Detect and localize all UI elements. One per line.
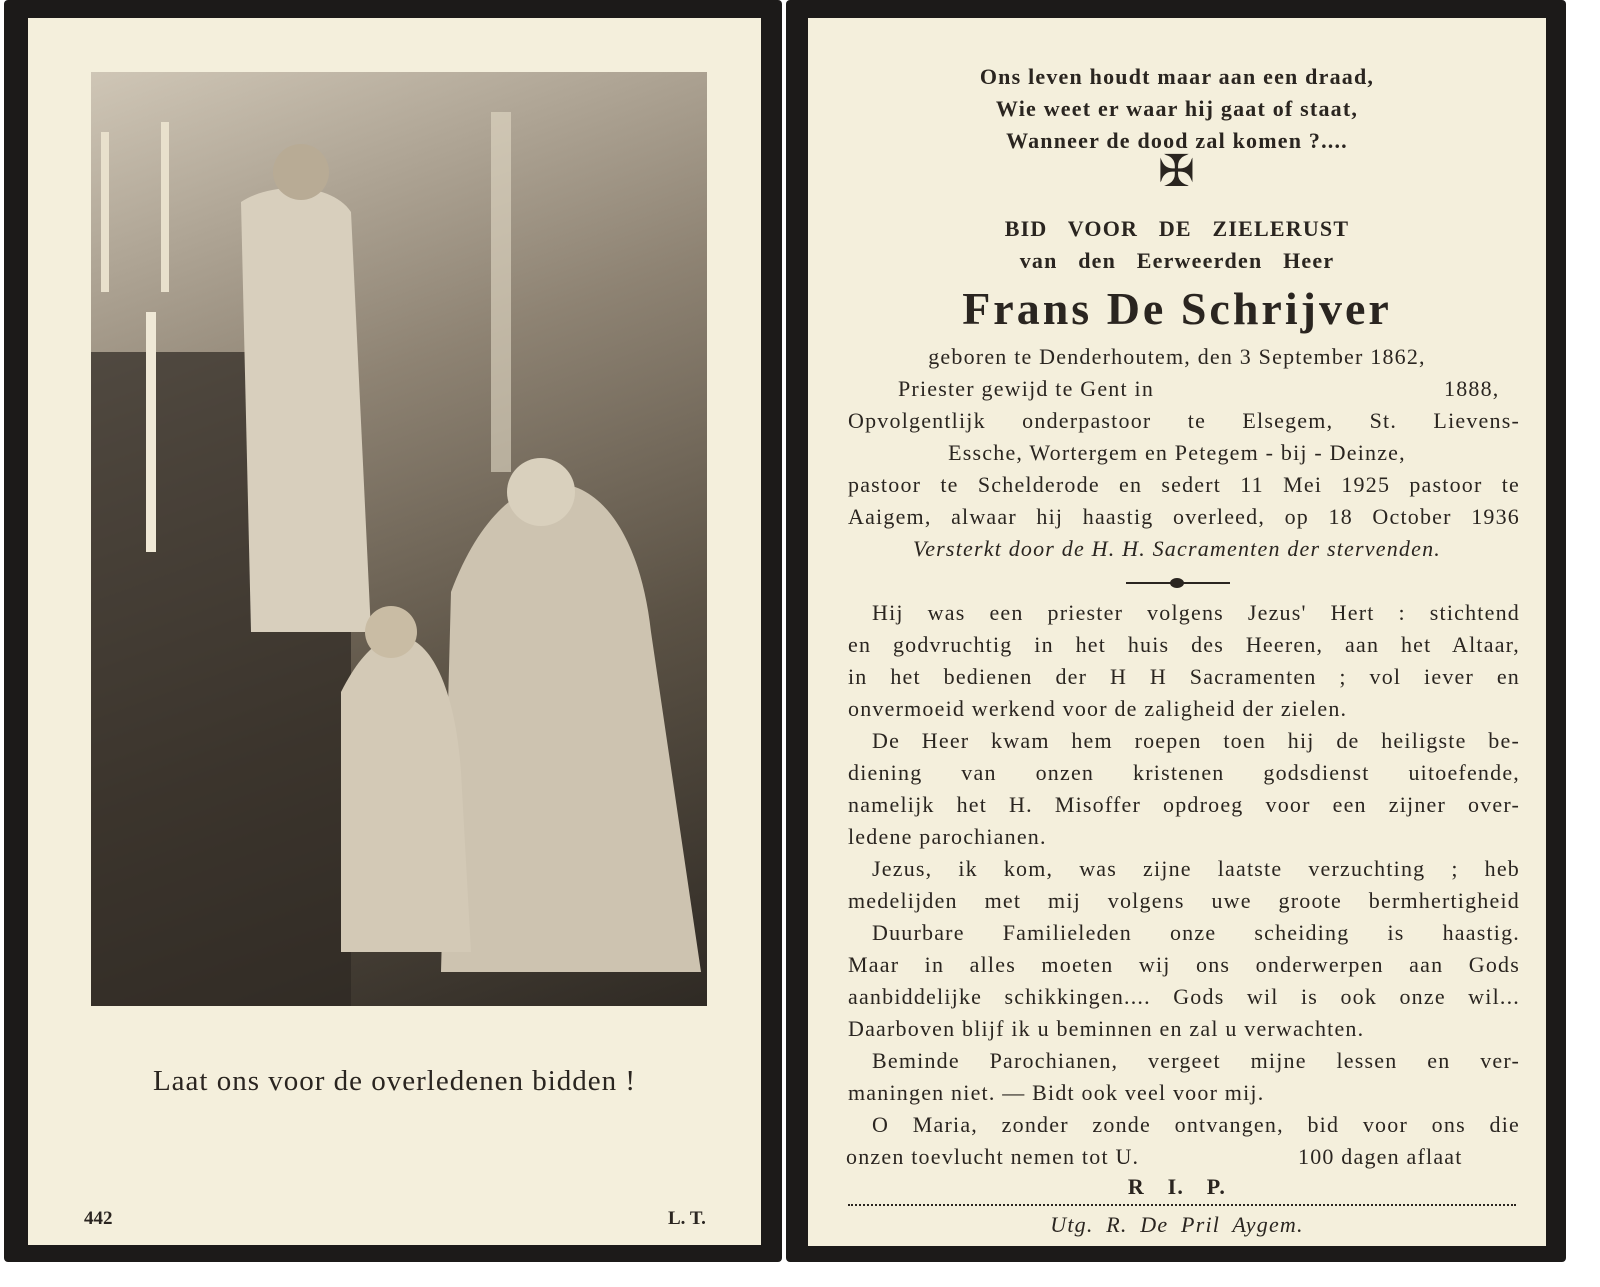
memorial-card-back [786, 0, 1566, 1262]
bio-line: Opvolgentlijk onderpastoor te Elsegem, St. Lievens- [848, 408, 1520, 433]
ornamental-divider [1126, 582, 1230, 584]
verse-line: Wanneer de dood zal komen ?.... [1006, 128, 1348, 153]
body-line: in het bedienen der H H Sacramenten ; vol iever en [848, 664, 1520, 689]
body-line: Jezus, ik kom, was zijne laatste verzuchting ; heb [872, 856, 1520, 881]
devotional-illustration [91, 72, 707, 1006]
card-caption: Laat ons voor de overledenen bidden ! [152, 1065, 637, 1097]
card-initials: L. T. [668, 1208, 706, 1229]
body-line: en godvruchtig in het huis des Heeren, aan het Altaar, [848, 632, 1520, 657]
verse-line: Wie weet er waar hij gaat of staat, [995, 96, 1359, 121]
body-line: Daarboven blijf ik u beminnen en zal u verwachten. [848, 1016, 1365, 1041]
body-line: De Heer kwam hem roepen toen hij de heiligste be- [872, 728, 1520, 753]
printer-line: Utg. R. De Pril Aygem. [1050, 1212, 1304, 1237]
card-back-paper [808, 18, 1546, 1246]
cross-icon: ✠ [1157, 147, 1197, 196]
body-line: O Maria, zonder zonde ontvangen, bid voor ons die [872, 1112, 1520, 1137]
dotted-rule [848, 1204, 1516, 1206]
body-line: ledene parochianen. [848, 824, 1047, 849]
heading-title: van den Eerweerden Heer [1019, 248, 1335, 273]
body-line: Hij was een priester volgens Jezus' Hert : stichtend [872, 600, 1520, 625]
bio-line-year: 1888, [1444, 376, 1500, 401]
heading-prayer: BID VOOR DE ZIELERUST [1004, 216, 1350, 241]
body-line: namelijk het H. Misoffer opdroeg voor een zijner over- [848, 792, 1520, 817]
sacraments-line: Versterkt door de H. H. Sacramenten der stervenden. [913, 536, 1441, 561]
bio-line: Priester gewijd te Gent in [898, 376, 1155, 401]
bio-line: Essche, Wortergem en Petegem - bij - Deinze, [948, 440, 1406, 465]
verse-line: Ons leven houdt maar aan een draad, [979, 64, 1375, 89]
rip-line: R I. P. [1127, 1174, 1227, 1199]
body-line: aanbiddelijke schikkingen.... Gods wil is ook onze wil... [848, 984, 1520, 1009]
body-line: maningen niet. — Bidt ook veel voor mij. [848, 1080, 1265, 1105]
deceased-name: Frans De Schrijver [962, 283, 1392, 334]
card-front-paper [28, 18, 761, 1245]
body-line: medelijden met mij volgens uwe groote bermhertigheid [848, 888, 1520, 913]
bio-line: pastoor te Schelderode en sedert 11 Mei 1925 pastoor te [848, 472, 1520, 497]
body-line: Beminde Parochianen, vergeet mijne lessen en ver- [872, 1048, 1520, 1073]
body-line: Maar in alles moeten wij ons onderwerpen aan Gods [848, 952, 1520, 977]
indulgence-note: 100 dagen aflaat [1298, 1144, 1463, 1169]
body-line: onvermoeid werkend voor de zaligheid der zielen. [848, 696, 1348, 721]
bio-line: geboren te Denderhoutem, den 3 September 1862, [928, 344, 1426, 369]
body-line: Duurbare Familieleden onze scheiding is haastig. [872, 920, 1520, 945]
memorial-card-front [4, 0, 782, 1262]
body-line: diening van onzen kristenen godsdienst uitoefende, [848, 760, 1520, 785]
body-line: onzen toevlucht nemen tot U. [846, 1144, 1140, 1169]
bio-line: Aaigem, alwaar hij haastig overleed, op 18 October 1936 [848, 504, 1520, 529]
illustration-drawing [91, 72, 707, 1006]
card-number: 442 [84, 1208, 113, 1229]
